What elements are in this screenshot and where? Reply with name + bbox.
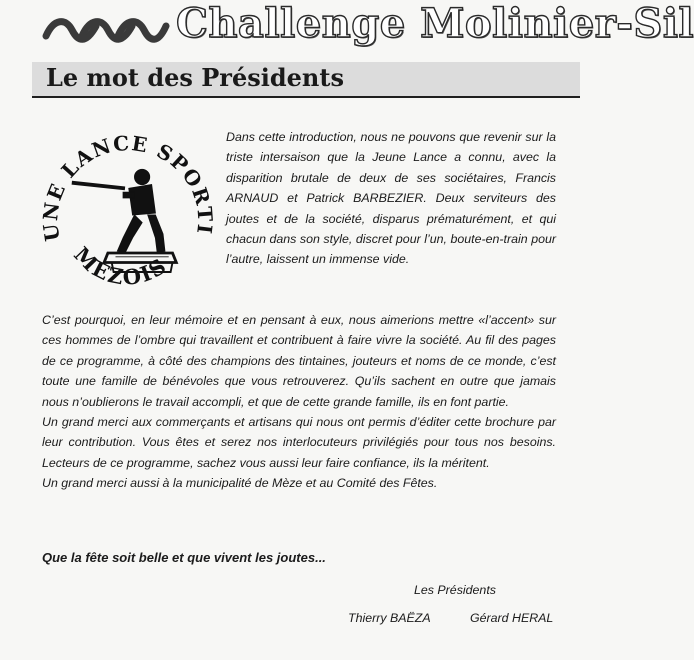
page-header <box>0 0 694 58</box>
wave-logo-icon <box>42 14 170 46</box>
club-emblem <box>30 120 220 310</box>
club-emblem-icon <box>30 120 220 310</box>
body-paragraph-1: C’est pourquoi, en leur mémoire et en pensant à eux, nous aimerions mettre «l’accent» sur ces hommes de l’ombre qui travaillent et contribuent à faire vivre la société. Au fil des pages de ce programme, à côté des champions des tintaines, jouteurs et noms de ce monde, c’est toute une famille de bénévoles que vous retrouverez. Qu’ils sachent en outre que jamais nous n’oublierons le travail accompli, et que de cette grande famille, ils en font partie. <box>42 313 556 409</box>
body-paragraph-3: Un grand merci aussi à la municipalité de Mèze et au Comité des Fêtes. <box>42 476 438 491</box>
emblem-bottom-text: MEZOIS <box>69 241 172 290</box>
president-name-1: Thierry BAËZA <box>348 611 431 625</box>
emblem-top-text: UNE LANCE SPORTI <box>38 130 218 243</box>
intro-paragraph <box>226 127 556 270</box>
intro-text: Dans cette introduction, nous ne pouvons que revenir sur la triste intersaison que la Jeune Lance a connu, avec la disparition brutale de deux de ses sociétaires, Francis ARNAUD et Patrick BARBEZIER. Deux serviteurs des joutes et de la société, disparus prématurément, et qui chacun dans son style, discret pour l’un, boute-en-train pour l’autre, laissent un immense vide. <box>226 130 556 267</box>
svg-text:JEUNE LANCE SPORTIVE <box>30 120 218 243</box>
body-text <box>42 310 556 494</box>
section-heading-bar <box>32 62 580 98</box>
challenge-title: Challenge Molinier-Sil <box>176 0 694 47</box>
section-title: Le mot des Présidents <box>46 63 344 92</box>
president-name-2: Gérard HERAL <box>470 611 554 625</box>
presidents-label: Les Présidents <box>414 583 496 597</box>
body-paragraph-2: Un grand merci aux commerçants et artisans qui nous ont permis d’éditer cette brochure par leur contribution. Vous êtes et serez nos interlocuteurs privilégiés pour tous nos besoins. Lecteurs de ce programme, sachez vous aussi leur faire confiance, ils la méritent. <box>42 415 556 470</box>
closing-line: Que la fête soit belle et que vivent les joutes... <box>42 550 326 565</box>
